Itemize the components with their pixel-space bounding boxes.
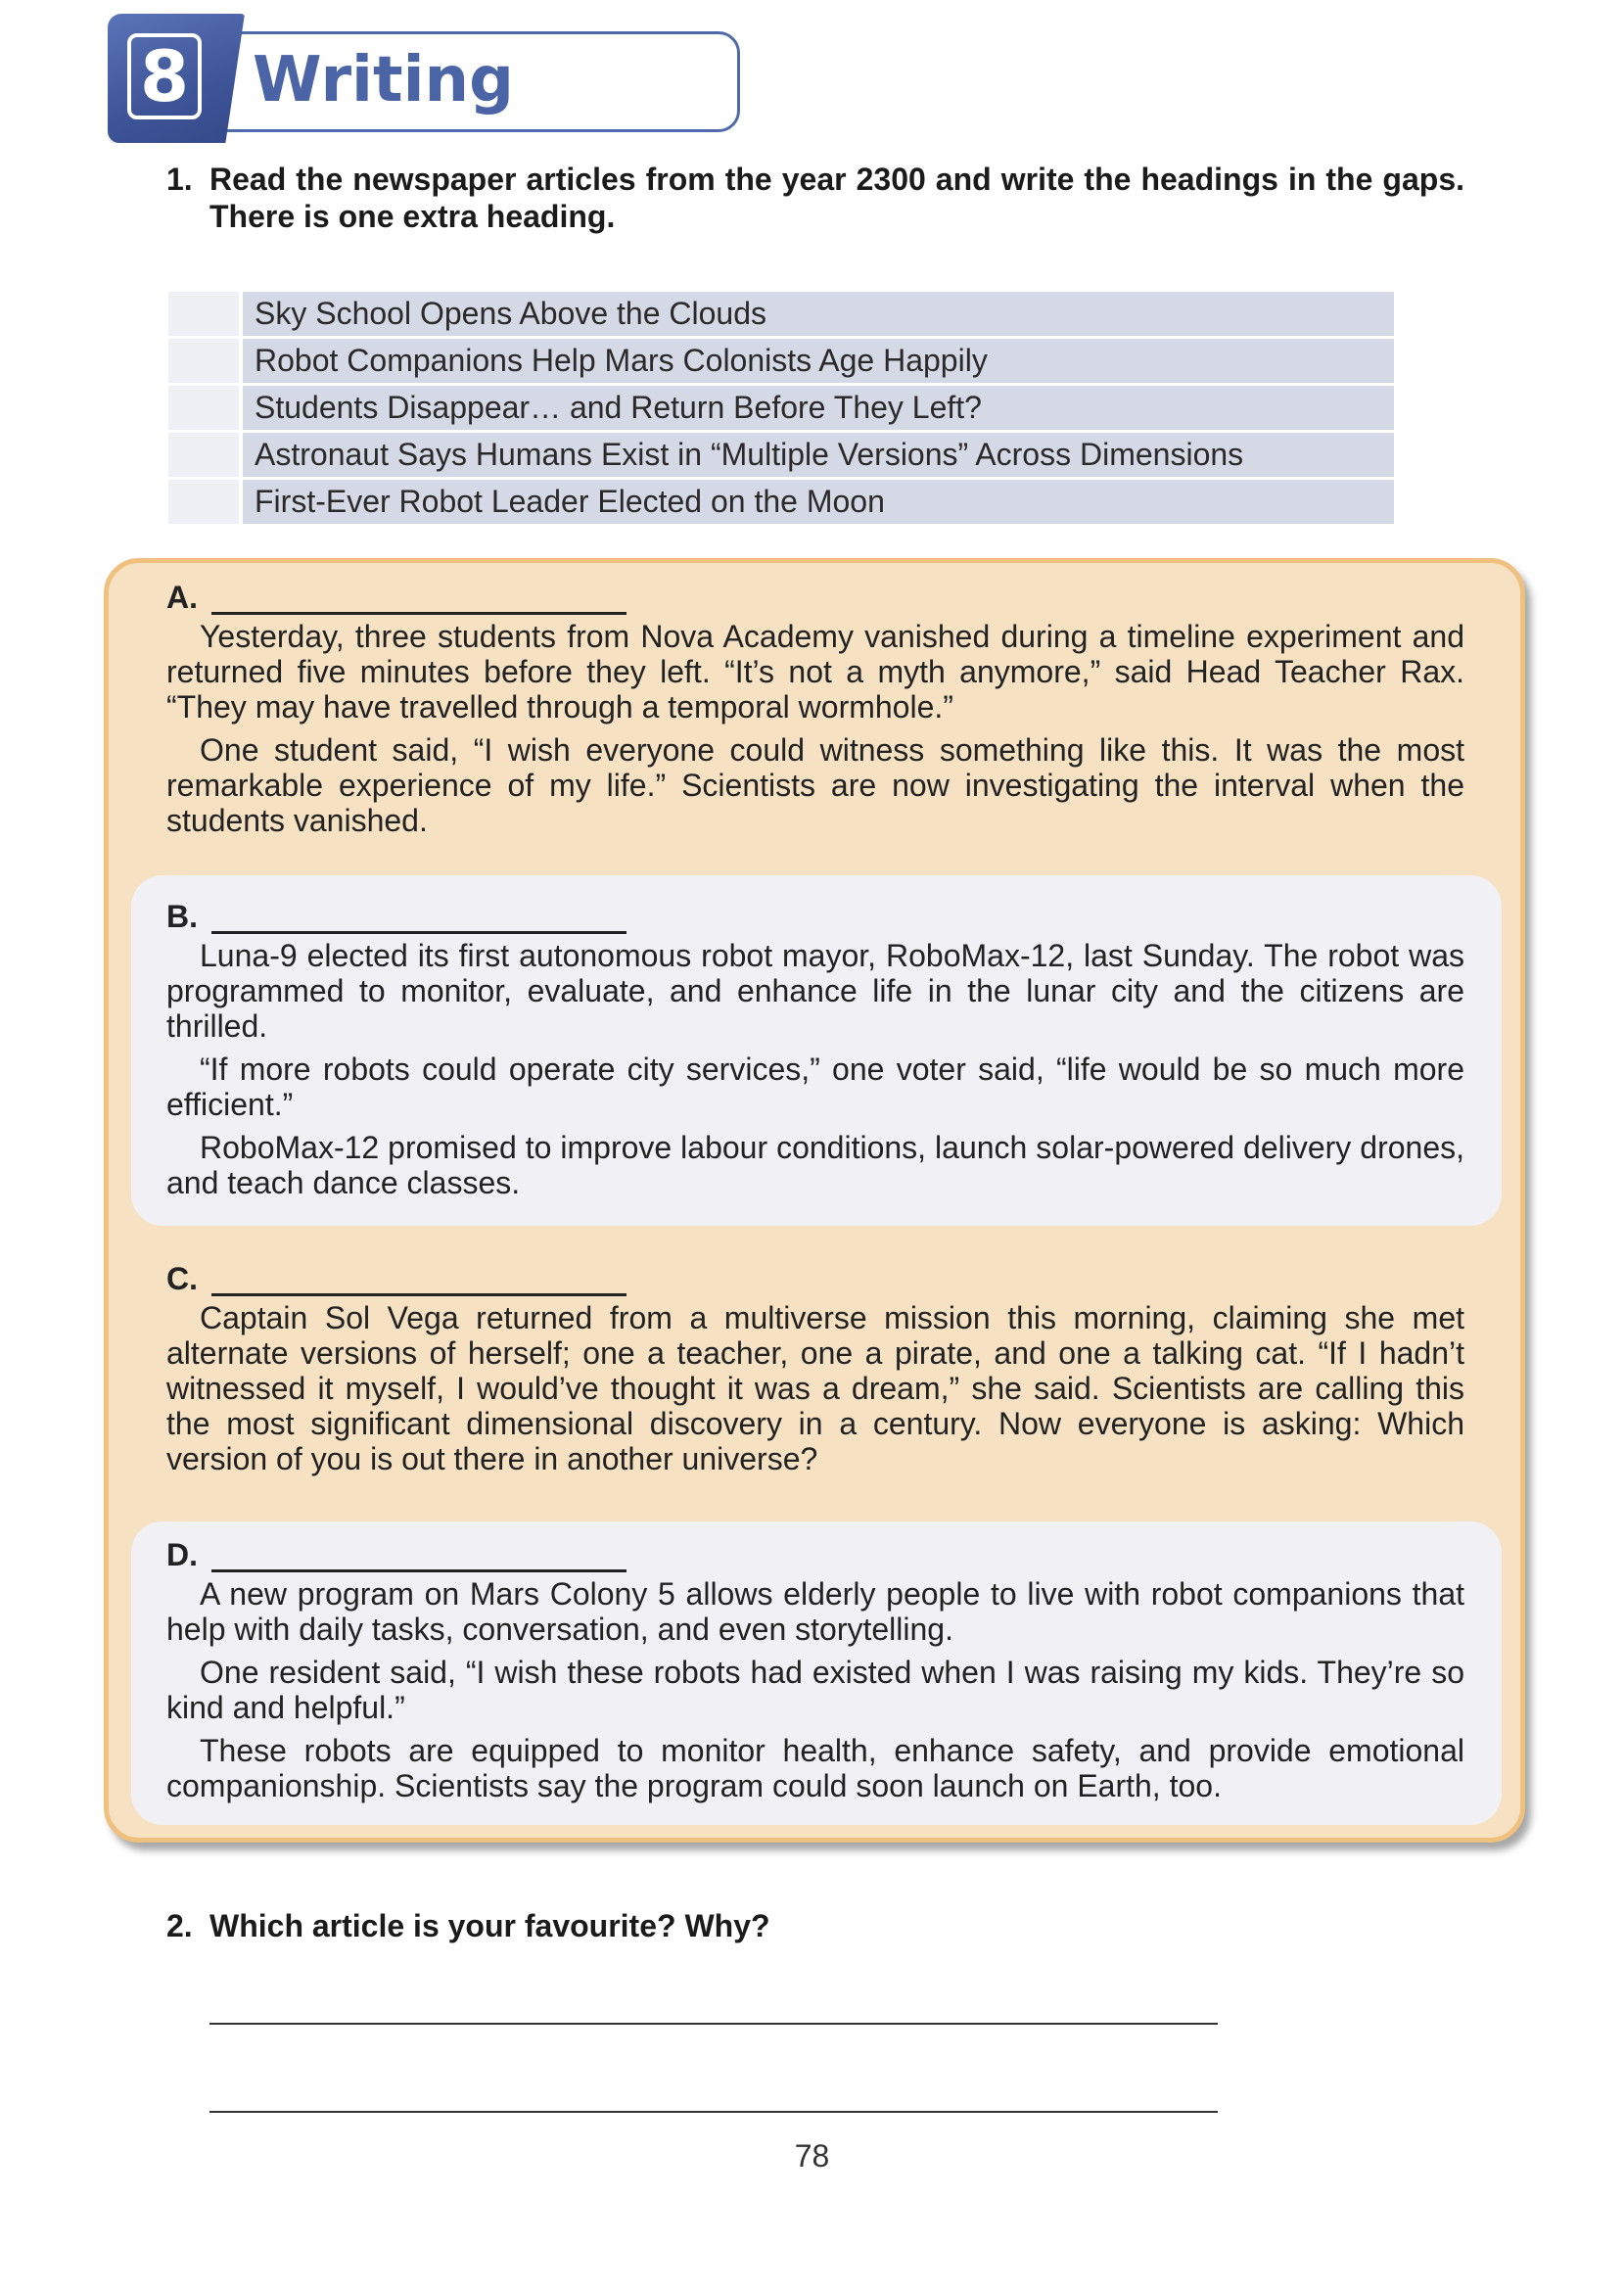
- heading-gap[interactable]: [211, 1266, 626, 1296]
- task-1-text: Read the newspaper articles from the year 2300 and write the headings in the gaps. There is one extra heading.: [209, 162, 1464, 234]
- article-paragraph: Yesterday, three students from Nova Academy vanished during a timeline experiment and returned five minutes before they left. “It’s not a myth anymore,” said Head Teacher Rax. “They may have travelled through a temporal wormhole.”: [166, 619, 1464, 725]
- heading-marker-cell[interactable]: [168, 386, 239, 430]
- task-1-instruction: [166, 161, 1464, 235]
- heading-gap[interactable]: [211, 904, 626, 934]
- article-paragraph: Captain Sol Vega returned from a multiverse mission this morning, claiming she met alternate versions of herself; one a teacher, one a pirate, and one a talking cat. “If I hadn’t witnessed it myself, I would’ve thought it was a dream,” she said. Scientists are calling this the most significant dimensional discovery in a century. Now everyone is asking: Which version of you is out there in another universe?: [166, 1300, 1464, 1476]
- article-label: A.: [166, 576, 1464, 615]
- heading-gap[interactable]: [211, 1542, 626, 1572]
- heading-text: Students Disappear… and Return Before They Left?: [243, 386, 1394, 430]
- unit-number: 8: [127, 33, 202, 119]
- article-label: B.: [166, 895, 1464, 934]
- answer-line[interactable]: [209, 2111, 1218, 2113]
- headings-table: [168, 292, 1394, 527]
- article-paragraph: RoboMax-12 promised to improve labour conditions, launch solar-powered delivery drones, and teach dance classes.: [166, 1130, 1464, 1200]
- heading-row: [168, 339, 1394, 383]
- heading-text: Robot Companions Help Mars Colonists Age Happily: [243, 339, 1394, 383]
- unit-title: Writing: [253, 44, 514, 117]
- heading-marker-cell[interactable]: [168, 339, 239, 383]
- article-paragraph: A new program on Mars Colony 5 allows elderly people to live with robot companions that help with daily tasks, conversation, and even storytelling.: [166, 1576, 1464, 1647]
- heading-row: [168, 433, 1394, 477]
- article-a: [166, 576, 1464, 846]
- article-label: C.: [166, 1257, 1464, 1296]
- article-paragraph: These robots are equipped to monitor health, enhance safety, and provide emotional companionship. Scientists say the program could soon launch on Earth, too.: [166, 1733, 1464, 1803]
- heading-row: [168, 386, 1394, 430]
- task-2-text: Which article is your favourite? Why?: [209, 1908, 770, 1943]
- page-number: 78: [794, 2138, 830, 2174]
- article-d: [166, 1533, 1464, 1811]
- article-paragraph: “If more robots could operate city services,” one voter said, “life would be so much more efficient.”: [166, 1052, 1464, 1122]
- answer-line[interactable]: [209, 2023, 1218, 2025]
- heading-row: [168, 292, 1394, 336]
- article-paragraph: Luna-9 elected its first autonomous robot mayor, RoboMax-12, last Sunday. The robot was programmed to monitor, evaluate, and enhance life in the lunar city and the citizens are thrilled.: [166, 938, 1464, 1044]
- article-c: [166, 1257, 1464, 1484]
- heading-marker-cell[interactable]: [168, 480, 239, 524]
- heading-text: Sky School Opens Above the Clouds: [243, 292, 1394, 336]
- task-1-number: 1.: [166, 162, 193, 197]
- task-2-number: 2.: [166, 1908, 193, 1943]
- heading-gap[interactable]: [211, 584, 626, 615]
- article-b: [166, 895, 1464, 1208]
- article-paragraph: One resident said, “I wish these robots had existed when I was raising my kids. They’re so kind and helpful.”: [166, 1655, 1464, 1725]
- article-paragraph: One student said, “I wish everyone could witness something like this. It was the most remarkable experience of my life.” Scientists are now investigating the interval when the students vanished.: [166, 732, 1464, 838]
- heading-text: Astronaut Says Humans Exist in “Multiple Versions” Across Dimensions: [243, 433, 1394, 477]
- task-2-question: [166, 1907, 1464, 1944]
- heading-marker-cell[interactable]: [168, 433, 239, 477]
- article-label: D.: [166, 1533, 1464, 1572]
- heading-text: First-Ever Robot Leader Elected on the Moon: [243, 480, 1394, 524]
- heading-row: [168, 480, 1394, 524]
- heading-marker-cell[interactable]: [168, 292, 239, 336]
